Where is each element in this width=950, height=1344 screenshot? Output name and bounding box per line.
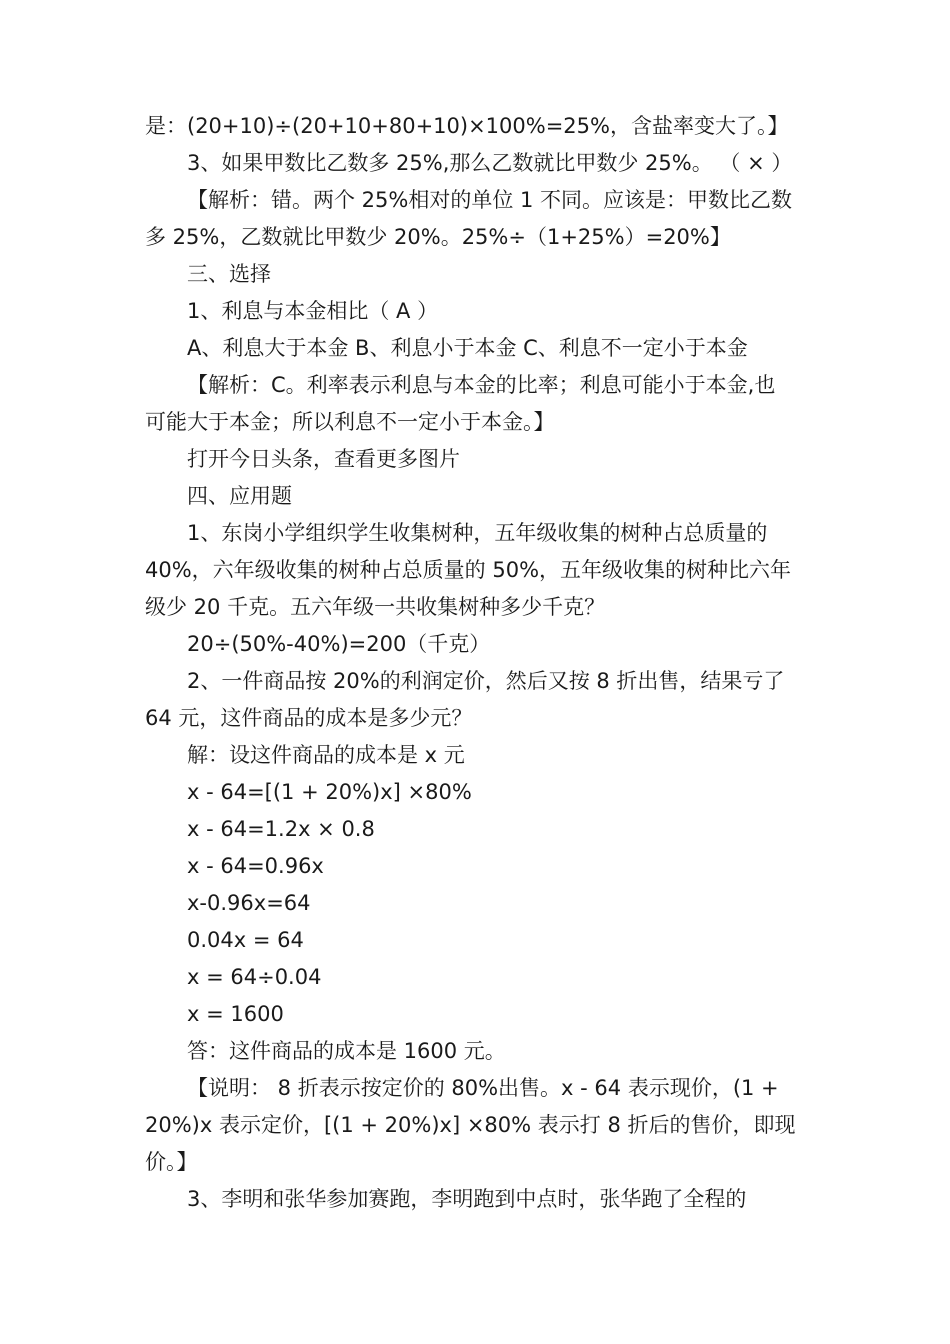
text-line: 级少 20 千克。五六年级一共收集树种多少千克？ (145, 595, 606, 619)
text-line: A、利息大于本金 B、利息小于本金 C、利息不一定小于本金 (187, 336, 748, 360)
equation-line: x - 64=[(1 + 20%)x] ×80% (187, 780, 472, 804)
text-line: 【解析：C。利率表示利息与本金的比率；利息可能小于本金,也 (187, 373, 776, 397)
text-line: 3、李明和张华参加赛跑，李明跑到中点时，张华跑了全程的 (187, 1187, 747, 1211)
equation-line: x - 64=1.2x × 0.8 (187, 817, 375, 841)
text-line: 20÷(50%-40%)=200（千克） (187, 632, 491, 656)
text-line: 40%，六年级收集的树种占总质量的 50%，五年级收集的树种比六年 (145, 558, 792, 582)
section-heading: 三、选择 (187, 262, 271, 286)
text-line: 1、东岗小学组织学生收集树种，五年级收集的树种占总质量的 (187, 521, 768, 545)
text-line: 解：设这件商品的成本是 x 元 (187, 743, 465, 767)
equation-line: x = 64÷0.04 (187, 965, 322, 989)
equation-line: x - 64=0.96x (187, 854, 324, 878)
text-line: 答：这件商品的成本是 1600 元。 (187, 1039, 506, 1063)
text-line: 20%)x 表示定价，[(1 + 20%)x] ×80% 表示打 8 折后的售价，即现 (145, 1113, 796, 1137)
text-line: 3、如果甲数比乙数多 25%,那么乙数就比甲数少 25%。 （ × ） (187, 151, 793, 175)
text-line: 多 25%，乙数就比甲数少 20%。25%÷（1+25%）=20%】 (145, 225, 731, 249)
text-line: 是：(20+10)÷(20+10+80+10)×100%=25%，含盐率变大了。】 (145, 114, 789, 138)
text-line: 【说明： 8 折表示按定价的 80%出售。x - 64 表示现价，(1 + (187, 1076, 779, 1100)
text-line: 打开今日头条，查看更多图片 (187, 447, 460, 471)
text-line: 1、利息与本金相比（ A ） (187, 299, 439, 323)
text-line: 价。】 (145, 1150, 198, 1174)
equation-line: x-0.96x=64 (187, 891, 311, 915)
text-line: 64 元，这件商品的成本是多少元？ (145, 706, 473, 730)
equation-line: x = 1600 (187, 1002, 284, 1026)
text-line: 【解析：错。两个 25%相对的单位 1 不同。应该是：甲数比乙数 (187, 188, 793, 212)
text-line: 2、一件商品按 20%的利润定价，然后又按 8 折出售，结果亏了 (187, 669, 785, 693)
equation-line: 0.04x = 64 (187, 928, 304, 952)
section-heading: 四、应用题 (187, 484, 292, 508)
text-line: 可能大于本金；所以利息不一定小于本金。】 (145, 410, 555, 434)
